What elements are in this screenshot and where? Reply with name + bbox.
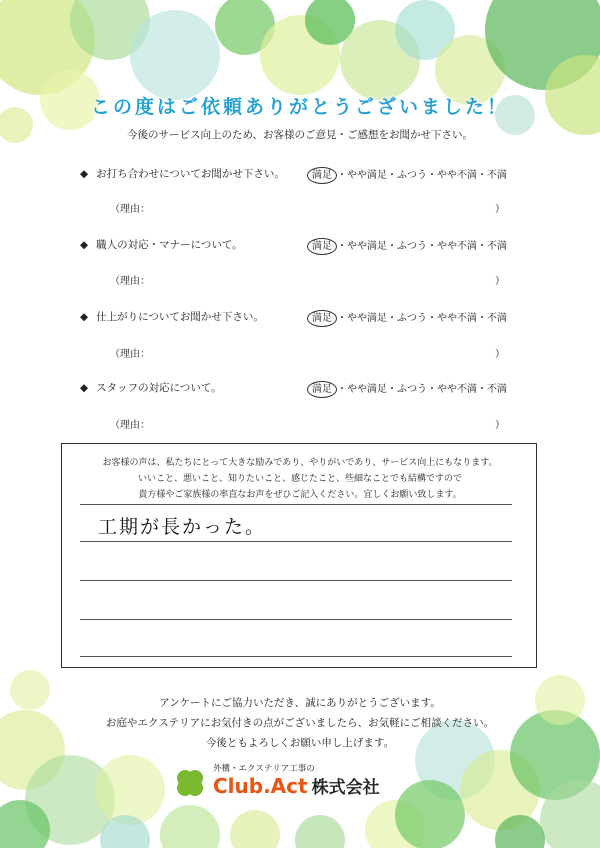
question-label: 職人の対応・マナーについて。	[96, 239, 243, 251]
rating-option-selected[interactable]: 満足	[307, 381, 337, 398]
rating-option[interactable]: やや不満	[437, 241, 477, 252]
question-3	[80, 309, 264, 324]
question-2	[80, 237, 243, 252]
footer-line-1: アンケートにご協力いただき、誠にありがとうございます。	[159, 697, 441, 709]
comment-box[interactable]	[61, 443, 537, 668]
reason-end: ）	[495, 349, 505, 360]
reason-label: （理由：	[110, 204, 150, 215]
comment-intro-line-2: いいこと、悪いこと、知りたいこと、感じたこと、些細なことでも結構ですので	[137, 474, 462, 484]
question-1	[80, 166, 285, 181]
reason-end: ）	[495, 204, 505, 215]
rating-scale-2[interactable]: 満足 ・やや満足・ふつう・やや不満・不満	[312, 237, 507, 252]
diamond-bullet-icon: ◆	[80, 239, 89, 251]
rating-option[interactable]: ふつう	[397, 170, 427, 181]
rating-option[interactable]: 不満	[487, 313, 507, 324]
writing-line	[80, 504, 512, 505]
rating-option[interactable]: ふつう	[397, 384, 427, 395]
rating-option[interactable]: やや満足	[347, 384, 387, 395]
diamond-bullet-icon: ◆	[80, 382, 89, 394]
rating-option[interactable]: ふつう	[397, 313, 427, 324]
rating-option[interactable]: やや満足	[347, 170, 387, 181]
question-label: 仕上がりについてお聞かせ下さい。	[96, 311, 264, 323]
rating-scale-3[interactable]: 満足 ・やや満足・ふつう・やや不満・不満	[312, 309, 507, 324]
page-title: この度はご依頼ありがとうございました！	[90, 96, 509, 118]
rating-option[interactable]: 不満	[487, 384, 507, 395]
rating-option[interactable]: やや満足	[347, 241, 387, 252]
writing-line	[80, 619, 512, 620]
writing-line	[80, 580, 512, 581]
reason-label: （理由：	[110, 420, 150, 431]
rating-option[interactable]: やや満足	[347, 313, 387, 324]
comment-intro-line-3: 貴方様やご家族様の率直なお声をぜひご記入ください。宜しくお願い致します。	[138, 490, 462, 500]
writing-line	[80, 541, 512, 542]
writing-line	[80, 656, 512, 657]
rating-option[interactable]: やや不満	[437, 170, 477, 181]
logo-corp: 株式会社	[311, 778, 380, 798]
logo-tagline: 外構・エクステリア工事の	[213, 764, 315, 774]
rating-option[interactable]: やや不満	[437, 313, 477, 324]
question-4	[80, 380, 222, 395]
rating-option-selected[interactable]: 満足	[307, 167, 337, 184]
question-label: お打ち合わせについてお聞かせ下さい。	[96, 168, 285, 180]
diamond-bullet-icon: ◆	[80, 168, 89, 180]
clover-logo-icon	[175, 768, 205, 798]
page-subtitle: 今後のサービス向上のため、お客様のご意見・ご感想をお聞かせ下さい。	[126, 129, 474, 141]
rating-option[interactable]: 不満	[487, 170, 507, 181]
reason-label: （理由：	[110, 276, 150, 287]
reason-end: ）	[495, 276, 505, 287]
diamond-bullet-icon: ◆	[80, 311, 89, 323]
comment-intro-line-1: お客様の声は、私たちにとって大きな励みであり、やりがいであり、サービス向上にもなります。	[102, 458, 498, 468]
question-label: スタッフの対応について。	[96, 382, 222, 394]
rating-option-selected[interactable]: 満足	[307, 310, 337, 327]
reason-label: （理由：	[110, 349, 150, 360]
reason-end: ）	[495, 420, 505, 431]
rating-option-selected[interactable]: 満足	[307, 238, 337, 255]
rating-option[interactable]: 不満	[487, 241, 507, 252]
rating-option[interactable]: ふつう	[397, 241, 427, 252]
footer-line-2: お庭やエクステリアにお気付きの点がございましたら、お気軽にご相談ください。	[105, 717, 495, 729]
rating-scale-1[interactable]: 満足 ・やや満足・ふつう・やや不満・不満	[312, 166, 507, 181]
logo-name: Club.Act 株式会社	[213, 774, 380, 798]
rating-scale-4[interactable]: 満足 ・やや満足・ふつう・やや不満・不満	[312, 380, 507, 395]
footer-line-3: 今後ともよろしくお願い申し上げます。	[205, 737, 395, 749]
rating-option[interactable]: やや不満	[437, 384, 477, 395]
handwritten-comment: 工期が長かった。	[98, 516, 267, 538]
